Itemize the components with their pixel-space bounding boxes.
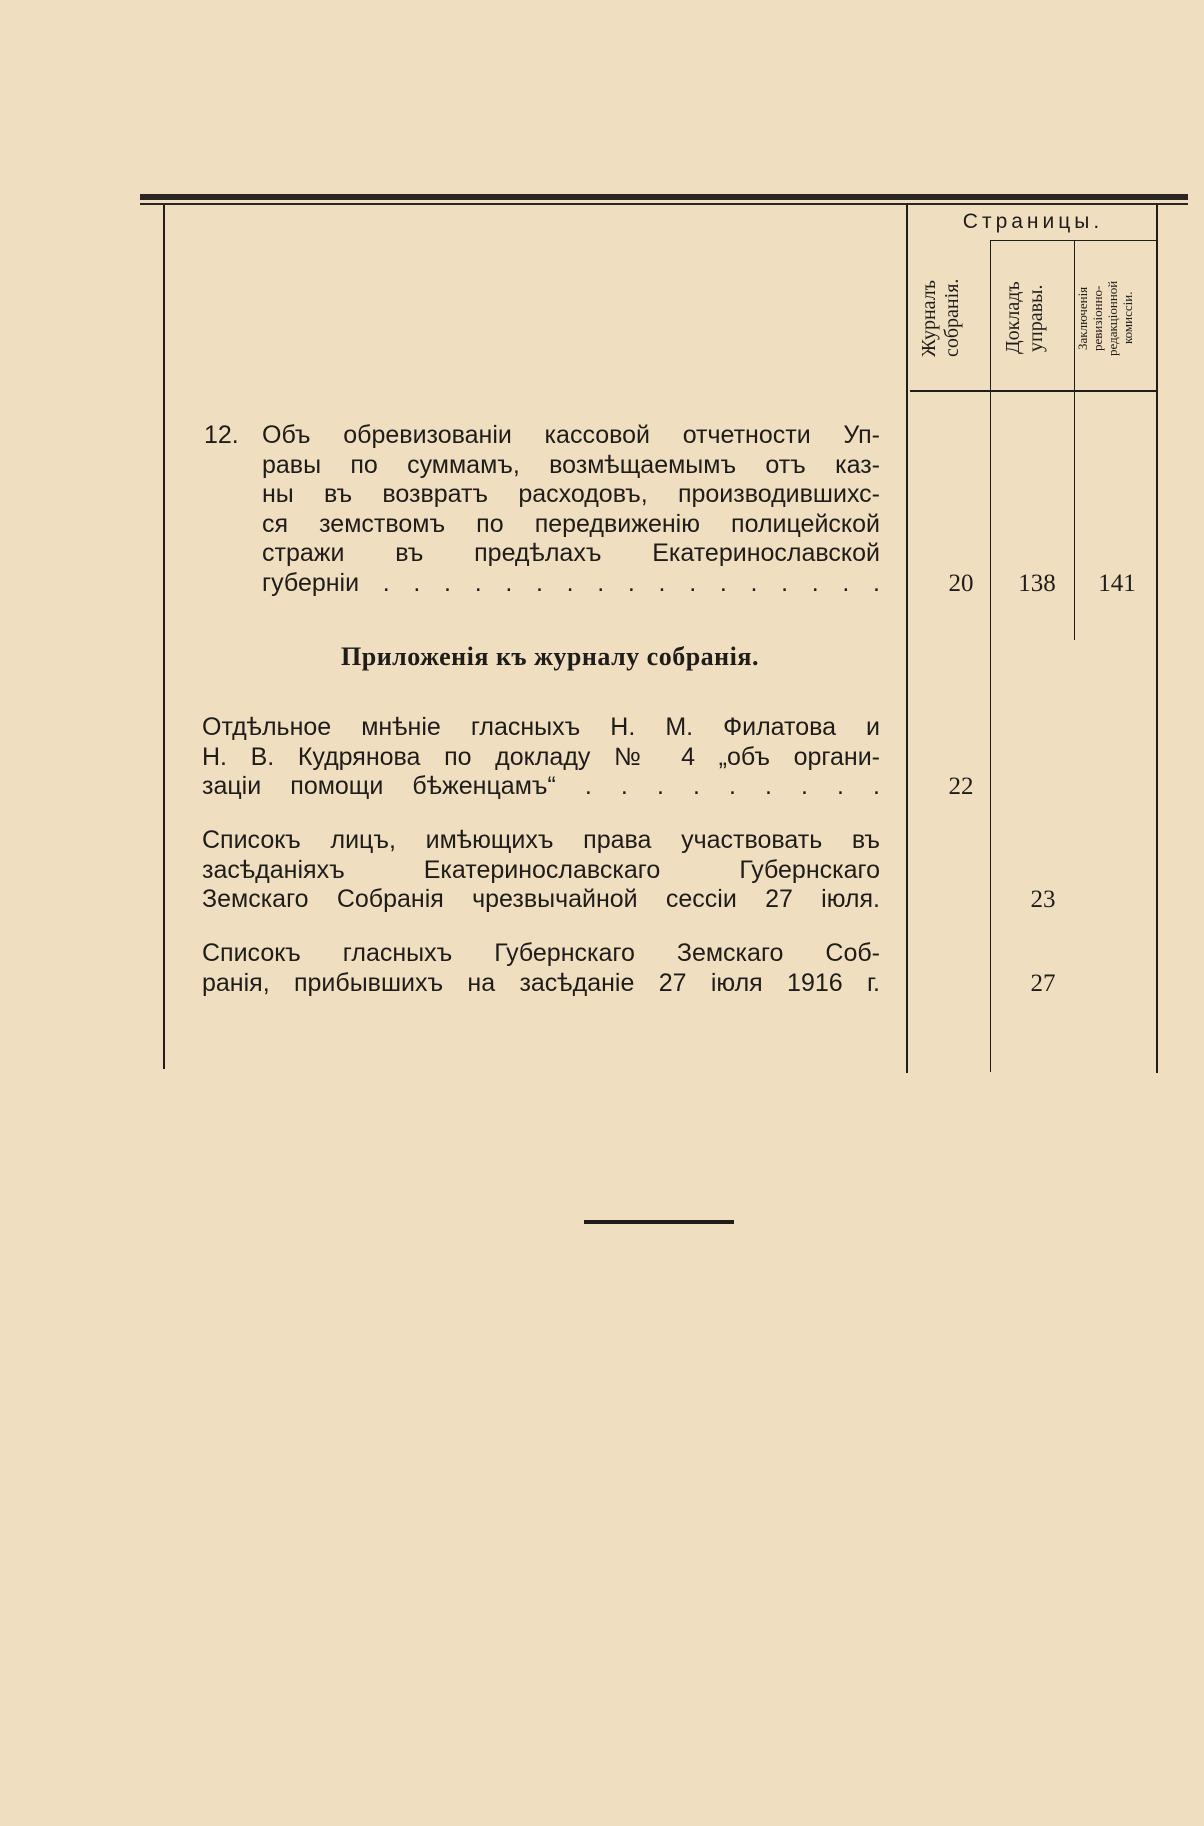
text-line: Отдѣльное мнѣніе гласныхъ Н. М. Филатова и	[202, 713, 880, 741]
top-rule-thick	[140, 194, 1188, 200]
report-page-number: 27	[1030, 970, 1056, 997]
appendix-heading: Приложенія къ журналу собранія.	[341, 642, 759, 671]
text-line: засѣданіяхъ Екатеринославскаго Губернскаго	[202, 855, 880, 884]
journal-page-number: 22	[948, 773, 974, 800]
report-page-number: 138	[1018, 570, 1056, 597]
text-line: стражи въ предѣлахъ Екатеринославской	[262, 539, 880, 567]
journal-page-number: 20	[948, 570, 974, 597]
top-rule-thin	[140, 203, 1188, 205]
text-line: равы по суммамъ, возмѣщаемымъ отъ каз-	[262, 450, 880, 479]
report-page-number: 23	[1030, 886, 1056, 913]
closing-rule	[584, 1220, 734, 1224]
item-number: 12.	[204, 421, 239, 449]
text-line: Н. В. Кудрянова по докладу № 4 „объ органи-	[202, 742, 880, 771]
journal-column-divider	[990, 240, 991, 1072]
commission-page-number: 141	[1098, 570, 1136, 597]
text-line: ранія, прибывшихъ на засѣданіе 27 іюля 1916 г.	[202, 968, 880, 997]
bleed-through-texture	[420, 100, 455, 169]
commission-column-header: Заключенія ревизіонно- редакціонной комиссіи.	[1075, 280, 1135, 356]
text-line: Земскаго Собранія чрезвычайной сессіи 27 іюля.	[202, 885, 880, 913]
pages-header-underline	[990, 240, 1156, 241]
appendix-entry-list-of-deputies	[202, 939, 880, 998]
left-border	[163, 205, 165, 1069]
right-border	[1156, 205, 1158, 1073]
item-12-text	[262, 421, 880, 598]
text-line: губерніи . . . . . . . . . . . . . . . . .	[262, 568, 880, 597]
text-line: Списокъ гласныхъ Губернскаго Земскаго Соб-	[202, 939, 880, 967]
report-column-header: Докладъ управы.	[1002, 281, 1047, 355]
text-line: ся земствомъ по передвиженію полицейской	[262, 509, 880, 538]
text-line: заціи помощи бѣженцамъ“ . . . . . . . . .	[202, 772, 880, 800]
text-column-divider	[906, 205, 908, 1073]
journal-column-header: Журналъ собранія.	[918, 278, 963, 358]
text-line: ны въ возвратъ расходовъ, производившихс-	[262, 480, 880, 508]
header-bottom-rule	[910, 390, 1156, 392]
text-line: Списокъ лицъ, имѣющихъ права участвовать въ	[202, 826, 880, 854]
appendix-entry-opinion	[202, 713, 880, 802]
pages-header: Страницы.	[962, 210, 1104, 233]
text-line: Объ обревизованіи кассовой отчетности Уп-	[262, 421, 880, 449]
appendix-entry-list-of-persons	[202, 826, 880, 915]
